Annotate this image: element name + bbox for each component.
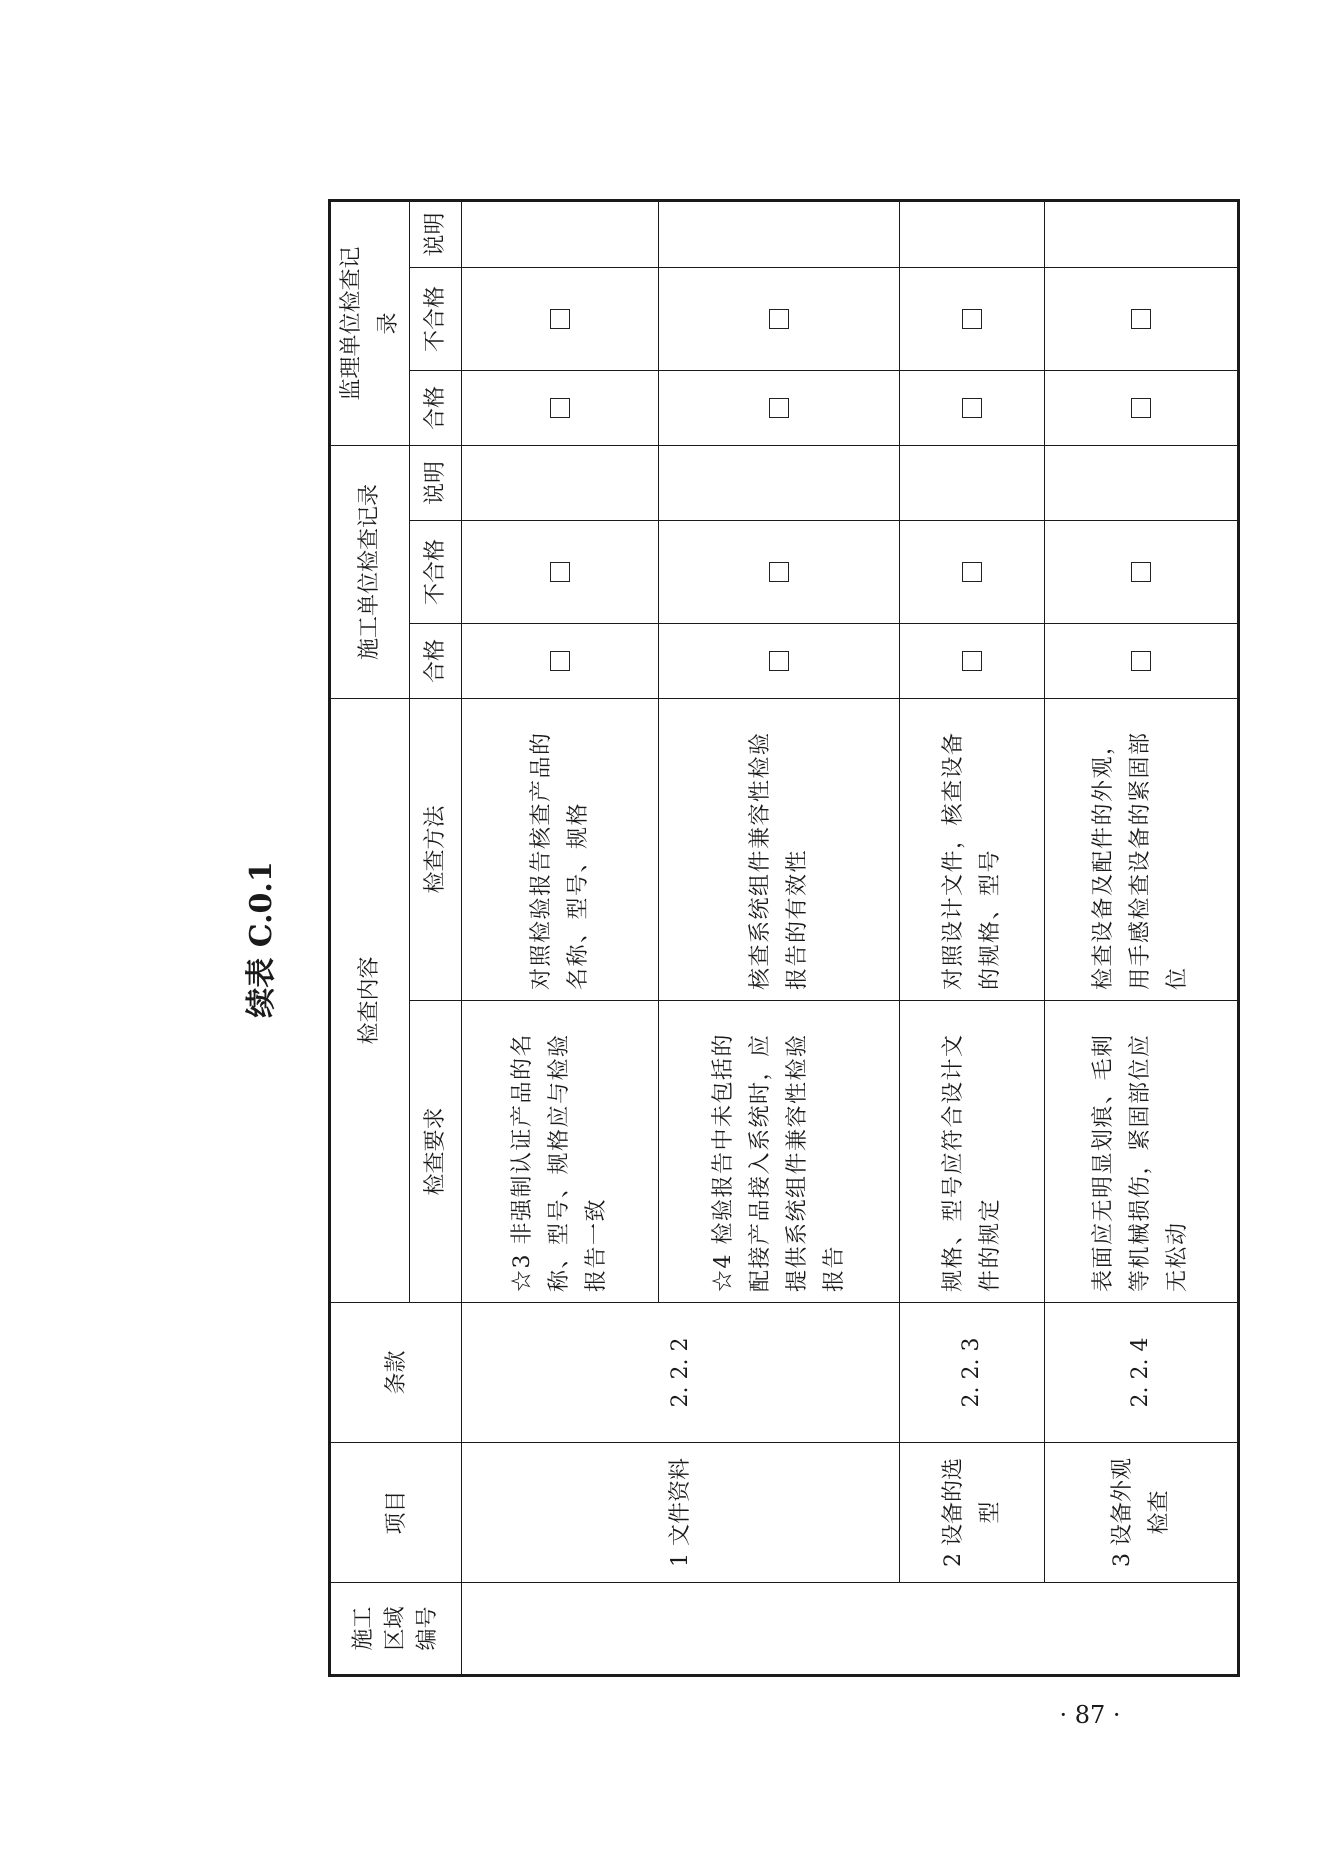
checkbox[interactable] xyxy=(550,562,570,582)
method-cell: 对照检验报告核查产品的名称、型号、规格 xyxy=(462,698,658,1000)
header-zone-code: 施工区域编号 xyxy=(330,1583,462,1676)
checkbox[interactable] xyxy=(1131,309,1151,329)
header-content: 检查内容 xyxy=(330,698,410,1302)
header-requirement: 检查要求 xyxy=(409,1001,461,1303)
checkbox[interactable] xyxy=(550,398,570,418)
table-row xyxy=(1044,200,1238,1675)
header-construction-note: 说明 xyxy=(409,445,461,520)
supervision-pass-cell xyxy=(899,370,1044,445)
header-supervision-note: 说明 xyxy=(409,200,461,267)
header-construction-pass: 合格 xyxy=(409,623,461,698)
supervision-fail-cell xyxy=(462,267,658,370)
checkbox[interactable] xyxy=(769,651,789,671)
requirement-cell: 规格、型号应符合设计文件的规定 xyxy=(899,1001,1044,1303)
zone-code-cell xyxy=(462,1583,1239,1676)
checkbox[interactable] xyxy=(1131,398,1151,418)
supervision-note-cell xyxy=(1044,200,1238,267)
supervision-fail-cell xyxy=(658,267,899,370)
header-supervision: 监理单位检查记录 xyxy=(330,200,410,445)
rotated-page-content xyxy=(242,202,1191,1677)
construction-fail-cell xyxy=(658,520,899,623)
construction-note-cell xyxy=(1044,445,1238,520)
supervision-pass-cell xyxy=(658,370,899,445)
header-construction-fail: 不合格 xyxy=(409,520,461,623)
construction-fail-cell xyxy=(462,520,658,623)
project-cell: 2 设备的选型 xyxy=(899,1443,1044,1583)
construction-pass-cell xyxy=(1044,623,1238,698)
construction-fail-cell xyxy=(899,520,1044,623)
checkbox[interactable] xyxy=(962,309,982,329)
supervision-fail-cell xyxy=(1044,267,1238,370)
header-supervision-pass: 合格 xyxy=(409,370,461,445)
requirement-cell: ☆4 检验报告中未包括的配接产品接入系统时，应提供系统组件兼容性检验报告 xyxy=(658,1001,899,1303)
construction-pass-cell xyxy=(899,623,1044,698)
header-row-1 xyxy=(330,200,410,1675)
header-clause: 条款 xyxy=(330,1303,462,1443)
checkbox[interactable] xyxy=(769,398,789,418)
supervision-note-cell xyxy=(658,200,899,267)
supervision-fail-cell xyxy=(899,267,1044,370)
checkbox[interactable] xyxy=(1131,651,1151,671)
construction-note-cell xyxy=(658,445,899,520)
table-title: 续表 C.0.1 xyxy=(244,861,279,1018)
project-cell: 1 文件资料 xyxy=(462,1443,900,1583)
method-cell: 检查设备及配件的外观，用手感检查设备的紧固部位 xyxy=(1044,698,1238,1000)
checkbox[interactable] xyxy=(769,309,789,329)
method-cell: 对照设计文件，核查设备的规格、型号 xyxy=(899,698,1044,1000)
header-construction: 施工单位检查记录 xyxy=(330,445,410,698)
supervision-note-cell xyxy=(462,200,658,267)
supervision-pass-cell xyxy=(1044,370,1238,445)
supervision-pass-cell xyxy=(462,370,658,445)
header-supervision-fail: 不合格 xyxy=(409,267,461,370)
method-cell: 核查系统组件兼容性检验报告的有效性 xyxy=(658,698,899,1000)
project-cell: 3 设备外观检查 xyxy=(1044,1443,1238,1583)
inspection-table xyxy=(328,199,1240,1677)
construction-pass-cell xyxy=(658,623,899,698)
header-project: 项目 xyxy=(330,1443,462,1583)
supervision-note-cell xyxy=(899,200,1044,267)
checkbox[interactable] xyxy=(962,651,982,671)
clause-cell: 2. 2. 4 xyxy=(1044,1303,1238,1443)
header-method: 检查方法 xyxy=(409,698,461,1000)
construction-fail-cell xyxy=(1044,520,1238,623)
checkbox[interactable] xyxy=(1131,562,1151,582)
requirement-cell: ☆3 非强制认证产品的名称、型号、规格应与检验报告一致 xyxy=(462,1001,658,1303)
construction-pass-cell xyxy=(462,623,658,698)
table-row xyxy=(899,200,1044,1675)
checkbox[interactable] xyxy=(550,309,570,329)
page-number: · 87 · xyxy=(1059,1701,1121,1729)
table-row xyxy=(462,200,658,1675)
clause-cell: 2. 2. 3 xyxy=(899,1303,1044,1443)
construction-note-cell xyxy=(899,445,1044,520)
requirement-cell: 表面应无明显划痕、毛刺等机械损伤，紧固部位应无松动 xyxy=(1044,1001,1238,1303)
checkbox[interactable] xyxy=(550,651,570,671)
checkbox[interactable] xyxy=(769,562,789,582)
construction-note-cell xyxy=(462,445,658,520)
clause-cell: 2. 2. 2 xyxy=(462,1303,900,1443)
checkbox[interactable] xyxy=(962,398,982,418)
checkbox[interactable] xyxy=(962,562,982,582)
